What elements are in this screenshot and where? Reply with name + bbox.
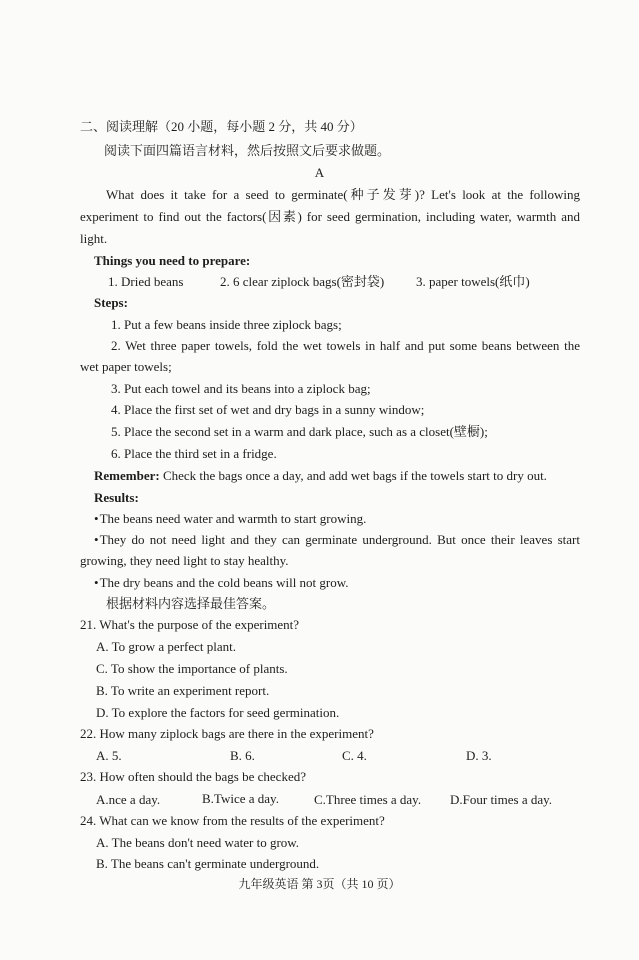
result-2-continued: growing, they need light to stay healthy.	[80, 553, 289, 568]
question-21-stem: 21. What's the purpose of the experiment?	[80, 617, 300, 632]
question-24-option: A. The beans don't need water to grow.	[96, 835, 300, 850]
steps-heading: Steps:	[94, 295, 128, 310]
section-instruction: 阅读下面四篇语言材料，然后按照文后要求做题。	[104, 143, 391, 158]
result-1: • The beans need water and warmth to start growing.	[94, 510, 366, 528]
question-24-option: B. The beans can't germinate underground.	[96, 856, 320, 871]
question-22-stem: 22. How many ziplock bags are there in the experiment?	[80, 726, 374, 741]
step-2-continued: wet paper towels;	[80, 359, 172, 374]
intro-line-1: What does it take for a seed to germinate(种子发芽)? Let's look at the following	[106, 187, 580, 202]
question-24-stem: 24. What can we know from the results of the experiment?	[80, 813, 385, 828]
step-3: 3. Put each towel and its beans into a ziplock bag;	[111, 381, 371, 396]
question-21-option: C. To show the importance of plants.	[96, 661, 288, 676]
page-footer: 九年级英语 第 3页（共 10 页）	[238, 877, 401, 891]
step-2: 2. Wet three paper towels, fold the wet towels in half and put some beans between the	[111, 338, 580, 353]
question-22-option: D. 3.	[466, 748, 492, 763]
passage-label: A	[314, 165, 325, 180]
things-item-2: 2. 6 clear ziplock bags(密封袋)	[220, 274, 385, 289]
things-heading: Things you need to prepare:	[94, 253, 251, 268]
result-2: • They do not need light and they can germinate underground. But once their leaves start	[94, 531, 580, 549]
question-22-option: C. 4.	[342, 748, 367, 763]
section-heading: 二、阅读理解（20 小题，每小题 2 分，共 40 分）	[80, 119, 363, 134]
choose-instruction: 根据材料内容选择最佳答案。	[106, 596, 276, 611]
step-5: 5. Place the second set in a warm and dark place, such as a closet(壁橱);	[111, 424, 488, 439]
question-23-stem: 23. How often should the bags be checked?	[80, 769, 306, 784]
question-23-option: C.Three times a day.	[314, 792, 422, 807]
question-22-option: B. 6.	[230, 748, 255, 763]
intro-line-3: light.	[80, 231, 108, 246]
remember-note	[94, 467, 547, 485]
question-21-option: D. To explore the factors for seed germination.	[96, 705, 340, 720]
question-21-option: A. To grow a perfect plant.	[96, 639, 236, 654]
remember-text: Check the bags once a day, and add wet bags if the towels start to dry out.	[159, 468, 547, 483]
step-1: 1. Put a few beans inside three ziplock bags;	[111, 317, 342, 332]
question-23-option: B.Twice a day.	[202, 791, 279, 806]
step-4: 4. Place the first set of wet and dry bags in a sunny window;	[111, 402, 425, 417]
remember-label: Remember:	[94, 468, 160, 483]
question-21-option: B. To write an experiment report.	[96, 683, 270, 698]
result-3: • The dry beans and the cold beans will not grow.	[94, 574, 349, 592]
question-22-option: A. 5.	[96, 748, 122, 763]
things-item-3: 3. paper towels(纸巾)	[416, 274, 530, 289]
things-item-1: 1. Dried beans	[108, 274, 184, 289]
step-6: 6. Place the third set in a fridge.	[111, 446, 277, 461]
question-23-option: D.Four times a day.	[450, 792, 553, 807]
question-23-option: A.nce a day.	[96, 792, 161, 807]
intro-line-2: experiment to find out the factors(因素) for seed germination, including water, warmth and	[80, 209, 580, 224]
results-heading: Results:	[94, 490, 139, 505]
